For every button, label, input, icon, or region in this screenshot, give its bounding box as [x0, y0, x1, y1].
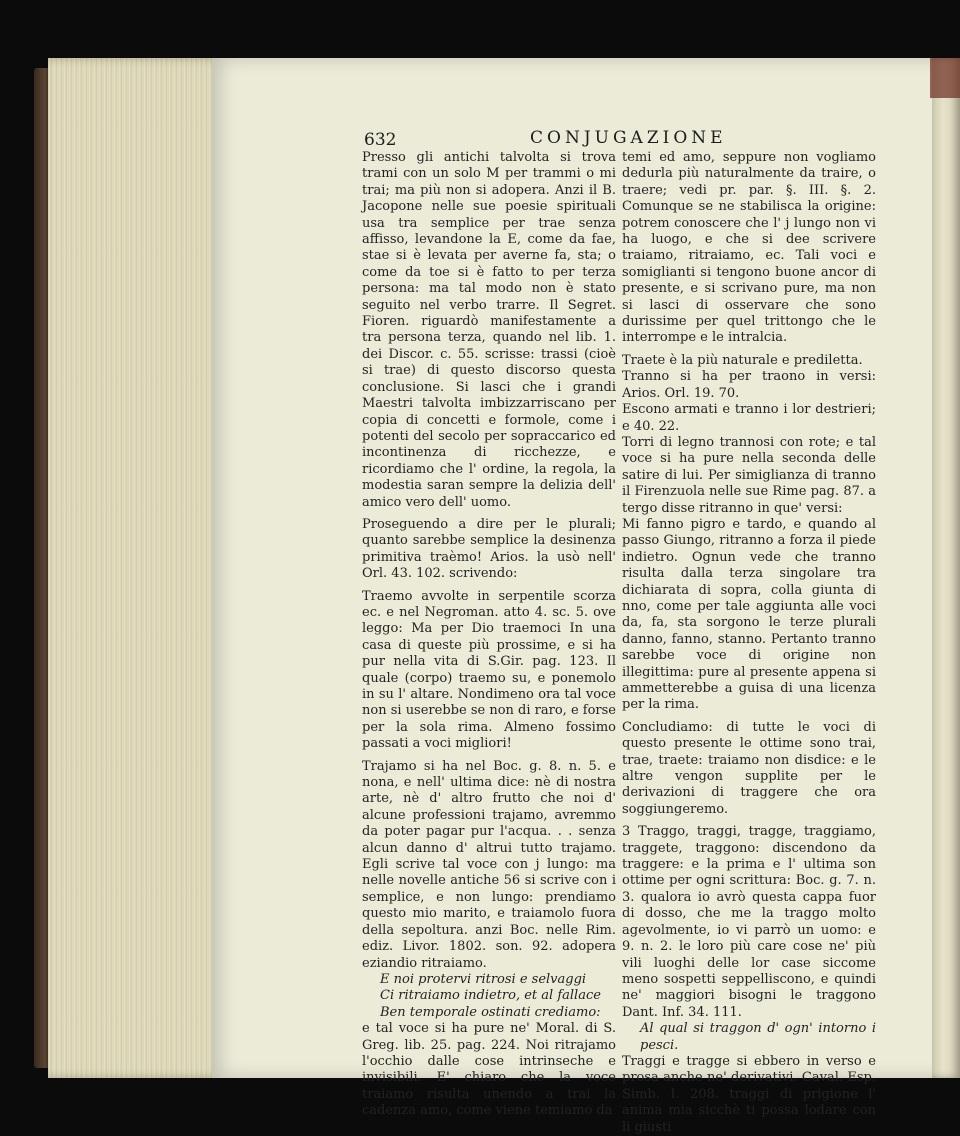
verse-line: Al qual si traggon d' ogn' intorno i pesci.: [640, 1021, 876, 1053]
paragraph: Torri di legno trannosi con rote; e tal voce si ha pure nella seconda delle satire di lui. Per simiglianza di tranno il Firenzuola nelle sue Rime pag. 87. a tergo disse ritranno in que' versi:: [622, 434, 876, 516]
paragraph: Mi fanno pigro e tardo, e quando al passo Giungo, ritranno a forza il piede indietro. Ognun vede che tranno risulta dalla terza singolare tra dichiarata di sopra, colla giunta di nno, come per tale aggiunta alle voci da, fa, sta sorgono le terze plurali danno, fanno, stanno. Pertanto tranno sarebbe voce di origine non illegittima: pure al presente appena si ammetterebbe a guisa di una licenza per la rima.: [622, 516, 876, 713]
facing-page-edge: [932, 58, 960, 1078]
paragraph: Traggi e tragge si ebbero in verso e prosa anche ne' derivativi. Caval. Esp. Simb. I. 208. traggi di prigione l' anima mia sicchè ti possa lodare con li giusti: [622, 1053, 876, 1135]
paragraph: Proseguendo a dire per le plurali; quanto sarebbe semplice la desinenza primitiva traèmo! Arios. la usò nell' Orl. 43. 102. scrivendo:: [362, 516, 616, 582]
running-header: CONJUGAZIONE: [530, 128, 727, 148]
verse-line: E noi protervi ritrosi e selvaggi: [380, 971, 587, 987]
paragraph: 3 Traggo, traggi, tragge, traggiamo, traggete, traggono: discendono da traggere: e la prima e l' ultima son ottime per ogni scrittura: Boc. g. 7. n. 3. qualora io avrò questa cappa fuor di dosso, che me la traggo molto agevolmente, io vi parrò un uomo: e 9. n. 2. le loro più care cose ne' più vili luoghi delle lor case siccome meno sospetti seppelliscono, e quindi ne' maggiori bisogni le traggono Dant. Inf. 34. 111.: [622, 824, 876, 1020]
left-column: [362, 150, 616, 1120]
verse-line: Ci ritraiamo indietro, et al fallace: [380, 988, 601, 1004]
right-column: [622, 150, 876, 1136]
paragraph: Traete è la più naturale e prediletta.: [622, 352, 863, 368]
paragraph: Tranno si ha per traono in versi: Arios. Orl. 19. 70.: [622, 369, 876, 401]
paragraph: Concludiamo: di tutte le voci di questo presente le ottime sono trai, trae, traete: traiamo non disdice: e le altre vengon supplite per le derivazioni di traggere che ora soggiungeremo.: [622, 719, 876, 817]
page-number: 632: [364, 130, 397, 150]
verse-line: Ben temporale ostinati crediamo:: [380, 1004, 601, 1020]
binding-corner: [930, 58, 960, 98]
paragraph: Presso gli antichi talvolta si trova trami con un solo M per trammi o mi trai; ma più non si adopera. Anzi il B. Jacopone nelle sue poesie spirituali usa tra semplice per trae senza affisso, levandone la E, come da fae, stae si è levata per averne fa, sta; o come da toe si è fatto to per terza persona: ma tal modo non è stato seguito nel verbo trarre. Il Segret. Fioren. riguardò manifestamente a tra persona terza, quando nel lib. 1. dei Discor. c. 55. scrisse: trassi (cioè si trae) di questo discorso questa conclusione. Si lasci che i grandi Maestri talvolta imbizzarriscano per copia di concetti e formole, come i potenti del secolo per sopraccarico ed incontinenza di ricchezze, e ricordiamo che l' ordine, la regola, la modestia saran sempre la delizia dell' amico vero dell' uomo.: [362, 150, 616, 510]
page-edges: [48, 58, 228, 1078]
paragraph: Traemo avvolte in serpentile scorza ec. e nel Negroman. atto 4. sc. 5. ove leggo: Ma per Dio traemoci In una casa di queste più prossime, e si ha pur nella vita di S.Gir. pag. 123. Il quale (corpo) traemo su, e ponemolo in su l' altare. Nondimeno ora tal voce non si userebbe se non di raro, e forse per la sola rima. Almeno fossimo passati a voci migliori!: [362, 588, 616, 752]
paragraph: Trajamo si ha nel Boc. g. 8. n. 5. e nona, e nell' ultima dice: nè di nostra arte, nè d' altro frutto che noi d' alcune professioni trajamo, avremmo da poter pagar pur l'acqua. . . senza alcun danno d' altrui tutto trajamo. Egli scrive tal voce con j lungo: ma nelle novelle antiche 56 si scrive con i semplice, e non lungo: prendiamo questo mio marito, e traiamolo fuora della sepoltura. anzi Boc. nelle Rim. ediz. Livor. 1802. son. 92. adopera eziandio ritraiamo.: [362, 758, 616, 971]
paragraph: temi ed amo, seppure non vogliamo dedurla più naturalmente da traire, o traere; vedi pr. par. §. III. §. 2. Comunque se ne stabilisca la origine: potrem conoscere che l' j lungo non vi ha luogo, e che si dee scrivere traiamo, ritraiamo, ec. Tali voci e somiglianti si tengono buone ancor di presente, e si scrivano pure, ma non si lasci di osservare che sono durissime per quel trittongo che le interrompe e le intralcia.: [622, 150, 876, 346]
paragraph: Escono armati e tranno i lor destrieri; e 40. 22.: [622, 402, 876, 434]
paragraph: e tal voce si ha pure ne' Moral. di S. Greg. lib. 25. pag. 224. Noi ritrajamo l'occhio dalle cose intrinseche e invisibili. E' chiaro che la voce traiamo risulta unendo a trai la cadenza amo, come viene temiamo da: [362, 1021, 616, 1119]
